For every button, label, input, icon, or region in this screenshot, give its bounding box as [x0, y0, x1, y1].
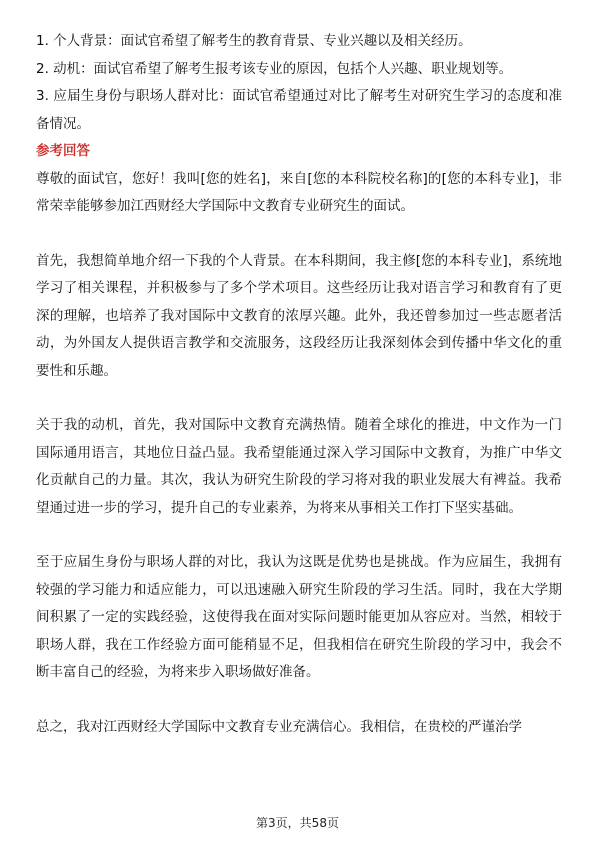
paragraph-spacer	[36, 522, 562, 549]
document-body	[36, 28, 562, 741]
point-2: 2. 动机：面试官希望了解考生报考该专业的原因，包括个人兴趣、职业规划等。	[36, 60, 513, 77]
page-footer: 第3页，共58页	[256, 816, 339, 830]
paragraph-spacer	[36, 687, 562, 714]
point-1: 1. 个人背景：面试官希望了解考生的教育背景、专业兴趣以及相关经历。	[36, 33, 472, 49]
paragraph-motivation: 关于我的动机，首先，我对国际中文教育充满热情。随着全球化的推进，中文作为一门国际通用语言，其地位日益凸显。我希望能通过深入学习国际中文教育，为推广中华文化贡献自己的力量。其次，我认为研究生阶段的学习将对我的职业发展大有裨益。我希望通过进一步的学习，提升自己的专业素养，为将来从事相关工作打下坚实基础。	[36, 417, 562, 516]
answer-section-title: 参考回答	[36, 143, 90, 159]
point-3: 3. 应届生身份与职场人群对比：面试官希望通过对比了解考生对研究生学习的态度和准备情况。	[36, 88, 562, 132]
paragraph-conclusion: 总之，我对江西财经大学国际中文教育专业充满信心。我相信，在贵校的严谨治学	[36, 718, 522, 735]
paragraph-comparison: 至于应届生身份与职场人群的对比，我认为这既是优势也是挑战。作为应届生，我拥有较强的学习能力和适应能力，可以迅速融入研究生阶段的学习生活。同时，我在大学期间积累了一定的实践经验，这使得我在面对实际问题时能更加从容应对。当然，相较于职场人群，我在工作经验方面可能稍显不足，但我相信在研究生阶段的学习中，我会不断丰富自己的经验，为将来步入职场做好准备。	[36, 554, 562, 680]
paragraph-spacer	[36, 385, 562, 412]
paragraph-greeting: 尊敬的面试官，您好！我叫[您的姓名]，来自[您的本科院校名称]的[您的本科专业]，非常荣幸能够参加江西财经大学国际中文教育专业研究生的面试。	[36, 170, 562, 214]
paragraph-spacer	[36, 221, 562, 248]
paragraph-background: 首先，我想简单地介绍一下我的个人背景。在本科期间，我主修[您的本科专业]，系统地学习了相关课程，并积极参与了多个学术项目。这些经历让我对语言学习和教育有了更深的理解，也培养了我对国际中文教育的浓厚兴趣。此外，我还曾参加过一些志愿者活动，为外国友人提供语言教学和交流服务，这段经历让我深刻体会到传播中华文化的重要性和乐趣。	[36, 252, 562, 379]
